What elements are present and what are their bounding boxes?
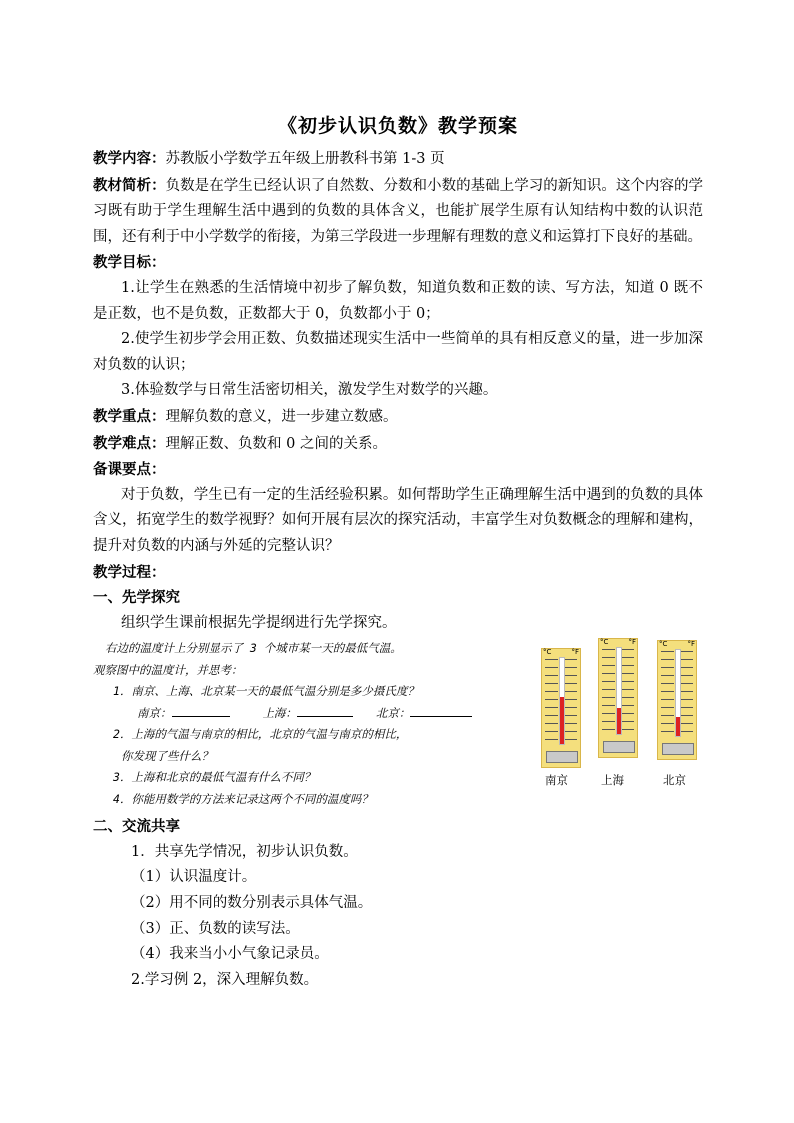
prep-label: 备课要点： — [93, 461, 166, 479]
key-label: 教学重点： — [93, 407, 166, 425]
process-label: 教学过程： — [93, 563, 166, 581]
mercury-column — [676, 717, 680, 736]
goal-item-2: 2.使学生初步学会用正数、负数描述现实生活中一些简单的具有相反意义的量，进一步加深对负数的认识； — [93, 331, 703, 373]
section2-item-3: （2）用不同的数分别表示具体气温。 — [131, 895, 373, 912]
fahrenheit-scale — [621, 649, 634, 733]
city-label-beijing: 北京 — [663, 773, 686, 788]
blank-shanghai-line — [297, 704, 353, 717]
content-label: 教学内容： — [93, 150, 166, 167]
city-label-shanghai: 上海 — [601, 773, 624, 788]
section1-text: 组织学生课前根据先学提纲进行先学探究。 — [121, 614, 397, 631]
thermometer-tube — [559, 657, 565, 745]
city-label-nanjing: 南京 — [545, 773, 568, 788]
thermometer-tube — [616, 647, 622, 735]
thermometers — [541, 638, 701, 788]
section2-item-4: （3）正、负数的读写法。 — [131, 920, 300, 937]
mercury-column — [617, 708, 621, 734]
section2-item-5: （4）我来当小小气象记录员。 — [131, 946, 329, 963]
unit-celsius: °C — [659, 640, 668, 649]
unit-fahrenheit: °F — [628, 638, 636, 647]
prep-text: 对于负数，学生已有一定的生活经验积累。如何帮助学生正确理解生活中遇到的负数的具体含义，拓宽学生的数学视野？如何开展有层次的探究活动，丰富学生对负数概念的理解和建构，提升对负数的内涵与外延的完整认识？ — [93, 486, 703, 554]
difficulty-row — [93, 431, 703, 458]
celsius-scale — [602, 649, 615, 733]
study-line-1: 右边的温度计上分别显示了 3 个城市某一天的最低气温。 — [105, 641, 402, 656]
thermometer-base — [546, 751, 578, 763]
unit-celsius: °C — [543, 648, 552, 657]
blank-beijing-line — [410, 704, 472, 717]
question-2b: 你发现了些什么？ — [121, 748, 213, 763]
blank-shanghai-label: 上海： — [262, 705, 297, 720]
fahrenheit-scale — [680, 651, 693, 735]
thermometer-shanghai — [598, 638, 638, 758]
section2-item-6: 2.学习例 2，深入理解负数。 — [131, 971, 319, 988]
key-row — [93, 404, 703, 431]
thermometer-base — [603, 741, 635, 753]
document-page — [93, 108, 703, 993]
thermometer-base — [662, 743, 694, 755]
analysis-text: 负数是在学生已经认识了自然数、分数和小数的基础上学习的新知识。这个内容的学习既有助于学生理解生活中遇到的负数的具体含义，也能扩展学生原有认知结构中数的认识范围，还有利于中小学数学的衔接，为第三学段进一步理解有理数的意义和运算打下良好的基础。 — [93, 177, 703, 245]
celsius-scale — [661, 651, 674, 735]
question-4: 4．你能用数学的方法来记录这两个不同的温度吗？ — [113, 791, 373, 806]
blank-row — [93, 703, 493, 725]
page-title: 《初步认识负数》教学预案 — [277, 115, 518, 137]
content-row — [93, 146, 703, 173]
thermometer-tube — [675, 649, 681, 737]
mercury-column — [560, 697, 564, 744]
blank-nanjing-label: 南京： — [137, 705, 172, 720]
unit-fahrenheit: °F — [571, 648, 579, 657]
difficulty-label: 教学难点： — [93, 434, 166, 452]
content-text: 苏教版小学数学五年级上册教科书第 1-3 页 — [165, 151, 445, 167]
section2-item-1: 1．共享先学情况，初步认识负数。 — [131, 843, 358, 860]
difficulty-text: 理解正数、负数和 0 之间的关系。 — [165, 435, 387, 452]
study-figure — [93, 638, 703, 814]
unit-celsius: °C — [600, 638, 609, 647]
celsius-scale — [545, 659, 558, 743]
thermometer-beijing — [657, 640, 697, 760]
question-3: 3．上海和北京的最低气温有什么不同？ — [113, 770, 316, 785]
section1-heading: 一、先学探究 — [93, 589, 180, 607]
key-text: 理解负数的意义，进一步建立数感。 — [165, 408, 398, 425]
question-1: 1．南京、上海、北京某一天的最低气温分别是多少摄氏度？ — [113, 684, 419, 699]
goal-item-1: 1.让学生在熟悉的生活情境中初步了解负数，知道负数和正数的读、写方法，知道 0 既不是正数，也不是负数，正数都大于 0，负数都小于 0； — [93, 279, 703, 322]
unit-fahrenheit: °F — [687, 640, 695, 649]
analysis-label: 教材简析： — [93, 176, 166, 194]
question-2a: 2．上海的气温与南京的相比，北京的气温与南京的相比， — [113, 727, 408, 742]
section2-heading: 二、交流共享 — [93, 818, 180, 836]
study-questions — [93, 638, 493, 810]
study-line-2: 观察图中的温度计，并思考： — [93, 662, 243, 677]
blank-beijing-label: 北京： — [375, 705, 411, 720]
goal-item-3: 3.体验数学与日常生活密切相关，激发学生对数学的兴趣。 — [121, 382, 498, 399]
goals-label: 教学目标： — [93, 254, 166, 272]
section2-item-2: （1）认识温度计。 — [131, 869, 257, 886]
thermometer-nanjing — [541, 648, 581, 768]
blank-nanjing-line — [172, 704, 230, 717]
fahrenheit-scale — [564, 659, 577, 743]
analysis-row — [93, 173, 703, 251]
